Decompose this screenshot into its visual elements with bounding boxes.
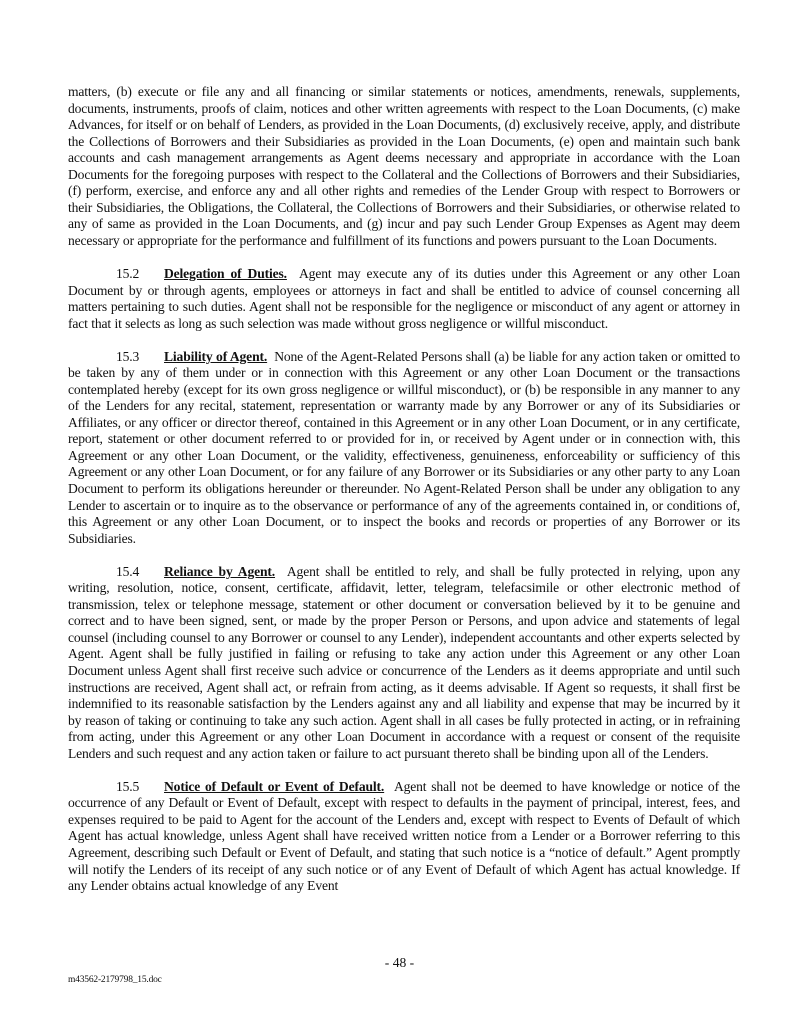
section-15-4: [68, 564, 740, 763]
section-body: None of the Agent-Related Persons shall (a) be liable for any action taken or omitted to be taken by any of them under or in connection with this Agreement or any other Loan Document or the transactions contemplated hereby (except for its own gross negligence or willful misconduct), or (b) be responsible in any manner to any of the Lenders for any recital, statement, representation or warranty made by any Borrower or any of its Subsidiaries or Affiliates, or any officer or director thereof, contained in this Agreement or in any other Loan Document, or in any certificate, report, statement or other document referred to or provided for in, or received by Agent under or in connection with, this Agreement or any other Loan Document, or the validity, effectiveness, genuineness, enforceability or sufficiency of this Agreement or any other Loan Document, or for any failure of any Borrower or its Subsidiaries or any other party to any Loan Document to perform its obligations hereunder or thereunder. No Agent-Related Person shall be under any obligation to any Lender to ascertain or to inquire as to the observance or performance of any of the agreements contained in, or conditions of, this Agreement or any other Loan Document, or to inspect the books and records or properties of any Borrower or its Subsidiaries.: [68, 348, 740, 546]
section-body: Agent may execute any of its duties under this Agreement or any other Loan Document by or through agents, employees or attorneys in fact and shall be entitled to advice of counsel concerning all matters pertaining to such duties. Agent shall not be responsible for the negligence or misconduct of any agent or attorney in fact that it selects as long as such selection was made without gross negligence or willful misconduct.: [68, 265, 740, 331]
section-15-3: [68, 349, 740, 548]
section-body: Agent shall not be deemed to have knowledge or notice of the occurrence of any Default or Event of Default, except with respect to defaults in the payment of principal, interest, fees, and expenses required to be paid to Agent for the account of the Lenders and, except with respect to Events of Default of which Agent has actual knowledge, unless Agent shall have received written notice from a Lender or a Borrower referring to this Agreement, describing such Default or Event of Default, and stating that such notice is a “notice of default.” Agent promptly will notify the Lenders of its receipt of any such notice or of any Event of Default of which Agent has actual knowledge. If any Lender obtains actual knowledge of any Event: [68, 778, 740, 894]
section-heading: Notice of Default or Event of Default.: [164, 778, 385, 794]
section-number: 15.2: [116, 265, 140, 281]
section-body: Agent shall be entitled to rely, and shall be fully protected in relying, upon any writing, resolution, notice, consent, certificate, affidavit, letter, telegram, telefacsimile or other electronic method of transmission, telex or telephone message, statement or other document or conversation believed by it to be genuine and correct and to have been signed, sent, or made by the proper Person or Persons, and upon advice and statements of legal counsel (including counsel to any Borrower or counsel to any Lender), independent accountants and other experts selected by Agent. Agent shall be fully justified in failing or refusing to take any action under this Agreement or any other Loan Document unless Agent shall first receive such advice or concurrence of the Lenders as it deems appropriate and until such instructions are received, Agent shall act, or refrain from acting, as it deems advisable. If Agent so requests, it shall first be indemnified to its reasonable satisfaction by the Lenders against any and all liability and expense that may be incurred by it by reason of taking or continuing to take any such action. Agent shall in all cases be fully protected in acting, or in refraining from acting, under this Agreement or any other Loan Document in accordance with a request or consent of the requisite Lenders and such request and any action taken or failure to act pursuant thereto shall be binding upon all of the Lenders.: [68, 563, 740, 761]
section-15-2: [68, 266, 740, 332]
section-15-5: [68, 779, 740, 895]
document-page: [68, 84, 740, 895]
section-heading: Reliance by Agent.: [164, 563, 276, 579]
section-heading: Delegation of Duties.: [164, 265, 287, 281]
section-number: 15.3: [116, 348, 140, 364]
section-number: 15.5: [116, 778, 140, 794]
section-heading: Liability of Agent.: [164, 348, 268, 364]
continuation-paragraph: matters, (b) execute or file any and all financing or similar statements or notices, amendments, renewals, supplements, documents, instruments, proofs of claim, notices and other written agreements with respect to the Loan Documents, (c) make Advances, for itself or on behalf of Lenders, as provided in the Loan Documents, (d) exclusively receive, apply, and distribute the Collections of Borrowers and their Subsidiaries as provided in the Loan Documents, (e) open and maintain such bank accounts and cash management arrangements as Agent deems necessary and appropriate in accordance with the Loan Documents for the foregoing purposes with respect to the Collateral and the Collections of Borrowers and their Subsidiaries, (f) perform, exercise, and enforce any and all other rights and remedies of the Lender Group with respect to Borrowers or their Subsidiaries, the Obligations, the Collateral, the Collections of Borrowers and their Subsidiaries, or otherwise related to any of same as provided in the Loan Documents, and (g) incur and pay such Lender Group Expenses as Agent may deem necessary or appropriate for the performance and fulfillment of its functions and powers pursuant to the Loan Documents.: [68, 84, 740, 248]
page-number: - 48 -: [384, 955, 415, 970]
document-id: m43562-2179798_15.doc: [68, 975, 162, 985]
section-number: 15.4: [116, 563, 140, 579]
